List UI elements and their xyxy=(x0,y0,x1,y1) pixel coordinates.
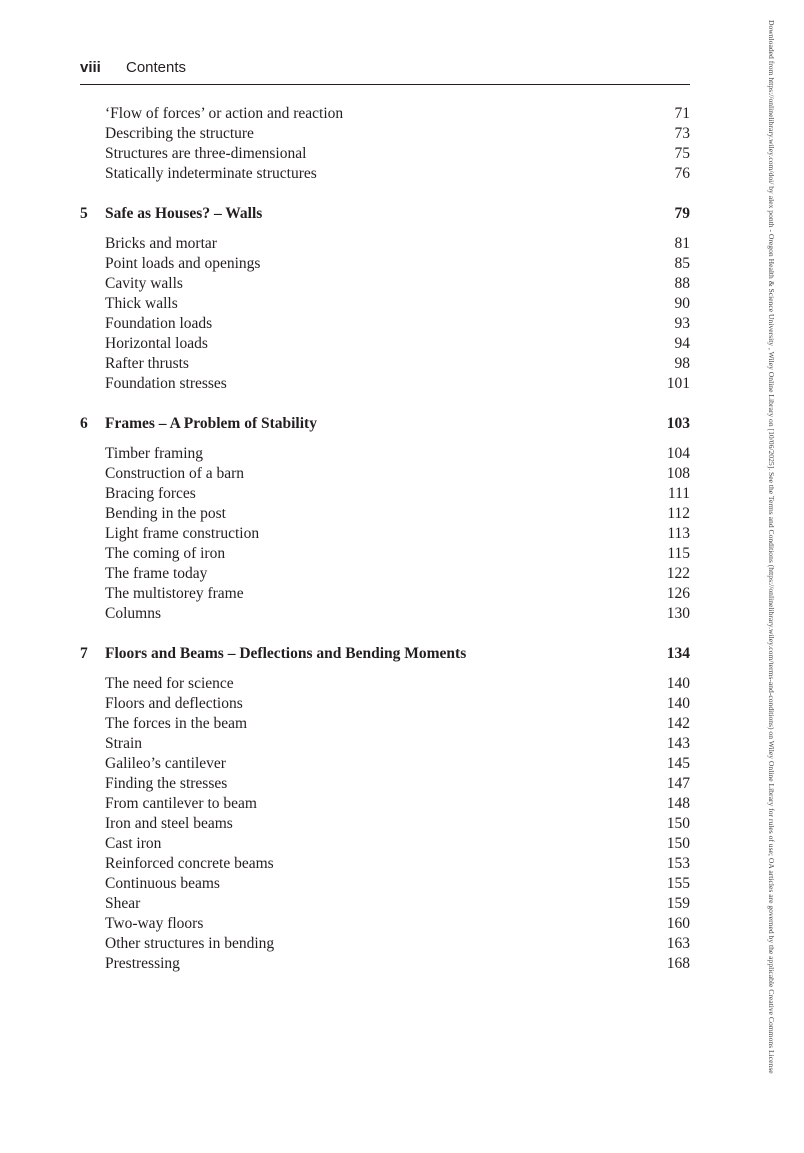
toc-entry-row xyxy=(80,604,690,624)
page-reference: 94 xyxy=(674,335,690,352)
entry-title: Galileo’s cantilever xyxy=(105,755,226,772)
download-notice: Downloaded from https://onlinelibrary.wiley.com/doi/ by alex ponth - Oregon Health & Science University , Wiley Online Library on [10/06/2025]. See the Terms and Conditions (https://onlinelibrary.wiley.com/terms-and-conditions) on Wiley Online Library for rules of use; OA articles are governed by the applicable Creative Commons License xyxy=(767,20,776,1074)
entry-title: Shear xyxy=(105,895,141,912)
page-reference: 145 xyxy=(666,755,690,772)
page-reference: 81 xyxy=(674,235,690,252)
entry-title: Columns xyxy=(105,605,161,622)
running-header xyxy=(80,58,690,85)
entry-title: The need for science xyxy=(105,675,234,692)
entry-title: Statically indeterminate structures xyxy=(105,165,317,182)
entry-title: Two-way floors xyxy=(105,915,204,932)
toc-entry-row xyxy=(80,234,690,254)
toc-entry-row xyxy=(80,544,690,564)
entry-title: Strain xyxy=(105,735,143,752)
toc-entry-row xyxy=(80,914,690,934)
page-reference: 90 xyxy=(674,295,690,312)
entry-title: From cantilever to beam xyxy=(105,795,257,812)
entry-title: Bracing forces xyxy=(105,485,196,502)
chapter-title: Frames – A Problem of Stability xyxy=(105,415,317,432)
toc-entry-row xyxy=(80,274,690,294)
page-reference: 140 xyxy=(666,695,690,712)
toc-chapter-row xyxy=(80,414,690,434)
page-reference: 113 xyxy=(667,525,690,542)
toc-entry-row xyxy=(80,164,690,184)
entry-title: Describing the structure xyxy=(105,125,254,142)
toc-entry-row xyxy=(80,674,690,694)
chapter-title: Floors and Beams – Deflections and Bending Moments xyxy=(105,645,467,662)
toc-entry-row xyxy=(80,314,690,334)
toc-entry-row xyxy=(80,814,690,834)
entry-title: Thick walls xyxy=(105,295,178,312)
toc-entry-row xyxy=(80,144,690,164)
page-reference: 150 xyxy=(666,815,690,832)
entry-title: Foundation loads xyxy=(105,315,213,332)
page-reference: 148 xyxy=(666,795,690,812)
entry-title: Construction of a barn xyxy=(105,465,245,482)
toc-entry-row xyxy=(80,934,690,954)
toc-chapter-row xyxy=(80,204,690,224)
toc-entry-row xyxy=(80,484,690,504)
page-reference: 147 xyxy=(666,775,690,792)
toc-entry-row xyxy=(80,354,690,374)
chapter-number: 5 xyxy=(80,205,88,222)
toc-chapter-row xyxy=(80,644,690,664)
toc-entry-row xyxy=(80,714,690,734)
toc-entry-row xyxy=(80,104,690,124)
entry-title: Horizontal loads xyxy=(105,335,208,352)
toc-entry-row xyxy=(80,464,690,484)
entry-title: Light frame construction xyxy=(105,525,260,542)
page-reference: 159 xyxy=(666,895,690,912)
toc-entry-row xyxy=(80,894,690,914)
page-reference: 122 xyxy=(666,565,690,582)
page-reference: 150 xyxy=(666,835,690,852)
entry-title: Cast iron xyxy=(105,835,162,852)
page-reference: 126 xyxy=(666,585,690,602)
page-reference: 79 xyxy=(674,205,690,222)
toc-entry-row xyxy=(80,834,690,854)
page-reference: 73 xyxy=(674,125,690,142)
entry-title: Rafter thrusts xyxy=(105,355,189,372)
toc-entry-row xyxy=(80,954,690,974)
entry-title: The forces in the beam xyxy=(105,715,248,732)
page-reference: 71 xyxy=(674,105,690,122)
toc-entry-row xyxy=(80,854,690,874)
toc-entry-row xyxy=(80,564,690,584)
table-of-contents xyxy=(80,104,690,974)
entry-title: Point loads and openings xyxy=(105,255,261,272)
page-reference: 85 xyxy=(674,255,690,272)
entry-title: ‘Flow of forces’ or action and reaction xyxy=(105,105,344,122)
entry-title: Timber framing xyxy=(105,445,204,462)
page-reference: 93 xyxy=(674,315,690,332)
page-reference: 142 xyxy=(666,715,690,732)
toc-entry-row xyxy=(80,334,690,354)
entry-title: Finding the stresses xyxy=(105,775,228,792)
page-reference: 160 xyxy=(666,915,690,932)
page-reference: 130 xyxy=(666,605,690,622)
entry-title: Continuous beams xyxy=(105,875,220,892)
entry-title: Iron and steel beams xyxy=(105,815,233,832)
entry-title: The frame today xyxy=(105,565,208,582)
page-reference: 112 xyxy=(667,505,690,522)
entry-title: Cavity walls xyxy=(105,275,183,292)
entry-title: Other structures in bending xyxy=(105,935,275,952)
page-reference: 108 xyxy=(666,465,690,482)
page-reference: 140 xyxy=(666,675,690,692)
page-reference: 134 xyxy=(666,645,690,662)
page-reference: 168 xyxy=(666,955,690,972)
page-reference: 98 xyxy=(674,355,690,372)
chapter-title: Safe as Houses? – Walls xyxy=(105,205,263,222)
running-header-title: Contents xyxy=(126,59,187,76)
page-reference: 111 xyxy=(667,485,690,502)
toc-entry-row xyxy=(80,124,690,144)
page-reference: 104 xyxy=(666,445,690,462)
page-reference: 76 xyxy=(674,165,690,182)
page-reference: 155 xyxy=(666,875,690,892)
toc-entry-row xyxy=(80,874,690,894)
page-reference: 88 xyxy=(674,275,690,292)
page-reference: 163 xyxy=(666,935,690,952)
page-reference: 101 xyxy=(666,375,690,392)
toc-entry-row xyxy=(80,374,690,394)
page-reference: 153 xyxy=(666,855,690,872)
page-reference: 143 xyxy=(666,735,690,752)
toc-entry-row xyxy=(80,504,690,524)
page-reference: 75 xyxy=(674,145,690,162)
chapter-number: 7 xyxy=(80,645,88,662)
toc-entry-row xyxy=(80,754,690,774)
toc-entry-row xyxy=(80,294,690,314)
toc-entry-row xyxy=(80,734,690,754)
toc-entry-row xyxy=(80,584,690,604)
entry-title: Bending in the post xyxy=(105,505,226,522)
toc-entry-row xyxy=(80,444,690,464)
page-reference: 103 xyxy=(666,415,690,432)
entry-title: The multistorey frame xyxy=(105,585,244,602)
entry-title: Prestressing xyxy=(105,955,180,972)
page-reference: 115 xyxy=(667,545,690,562)
entry-title: Structures are three-dimensional xyxy=(105,145,307,162)
toc-entry-row xyxy=(80,794,690,814)
chapter-number: 6 xyxy=(80,415,88,432)
entry-title: Reinforced concrete beams xyxy=(105,855,274,872)
page-number: viii xyxy=(80,59,101,76)
entry-title: Floors and deflections xyxy=(105,695,243,712)
entry-title: Bricks and mortar xyxy=(105,235,217,252)
entry-title: Foundation stresses xyxy=(105,375,227,392)
entry-title: The coming of iron xyxy=(105,545,226,562)
toc-entry-row xyxy=(80,694,690,714)
toc-entry-row xyxy=(80,524,690,544)
toc-entry-row xyxy=(80,774,690,794)
toc-entry-row xyxy=(80,254,690,274)
